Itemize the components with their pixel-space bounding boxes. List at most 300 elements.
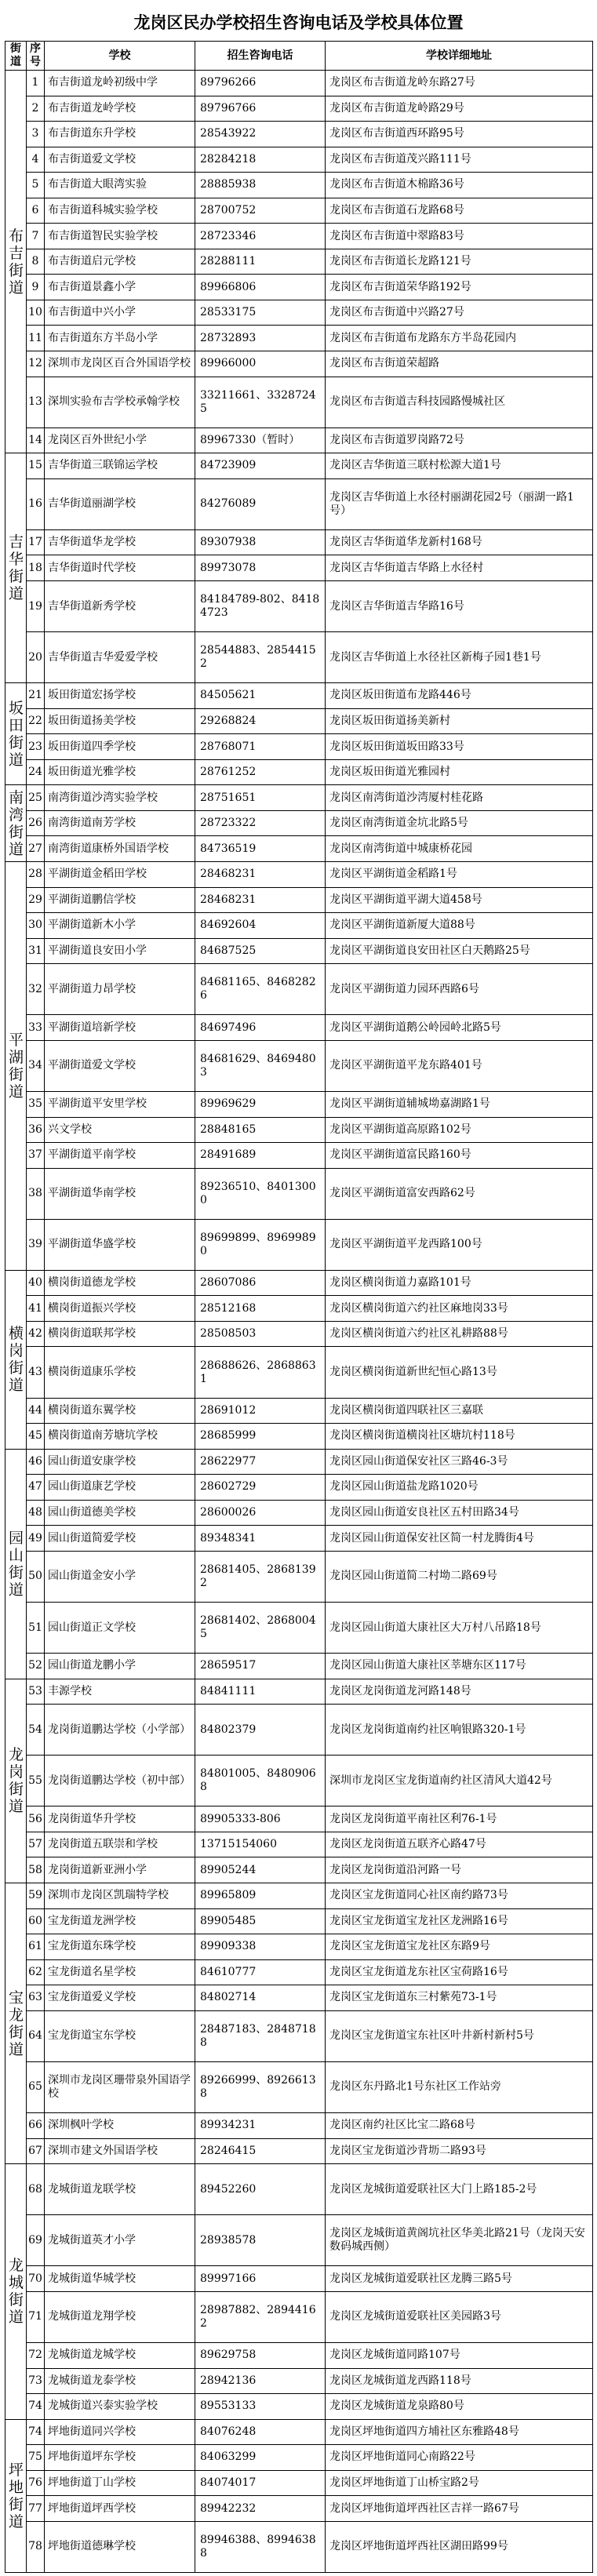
school-name-cell: 园山街道正文学校 xyxy=(45,1602,195,1653)
address-cell: 龙岗区园山街道简二村坳二路69号 xyxy=(326,1551,593,1602)
school-name-cell: 布吉街道东升学校 xyxy=(45,122,195,147)
table-row xyxy=(5,734,593,760)
address-cell: 龙岗区龙城街道龙西路118号 xyxy=(326,2368,593,2394)
phone-cell: 89553133 xyxy=(195,2394,326,2420)
number-cell: 30 xyxy=(27,913,45,939)
school-name-cell: 布吉街道龙岭初级中学 xyxy=(45,71,195,96)
table-row xyxy=(5,224,593,249)
school-name-cell: 深圳枫叶学校 xyxy=(45,2112,195,2138)
address-cell: 龙岗区布吉街道荣华路192号 xyxy=(326,275,593,300)
school-name-cell: 兴文学校 xyxy=(45,1117,195,1143)
school-name-cell: 布吉街道智民实验学校 xyxy=(45,224,195,249)
phone-cell: 84074017 xyxy=(195,2470,326,2496)
address-cell: 龙岗区平湖街道鹅公岭园岭北路5号 xyxy=(326,1015,593,1041)
table-row xyxy=(5,1270,593,1296)
number-cell: 50 xyxy=(27,1551,45,1602)
school-name-cell: 平湖街道力昂学校 xyxy=(45,964,195,1015)
school-name-cell: 平湖街道培新学校 xyxy=(45,1015,195,1041)
school-name-cell: 园山街道安康学校 xyxy=(45,1449,195,1475)
address-cell: 龙岗区布吉街道吉科技园路慢城社区 xyxy=(326,377,593,428)
table-row xyxy=(5,453,593,479)
school-name-cell: 布吉街道启元学校 xyxy=(45,249,195,275)
school-name-cell: 龙岗街道鹏达学校（初中部） xyxy=(45,1756,195,1806)
phone-cell: 28691012 xyxy=(195,1398,326,1424)
school-name-cell: 平湖街道金稻田学校 xyxy=(45,862,195,888)
address-cell: 龙岗区平湖街道平湖大道458号 xyxy=(326,887,593,913)
phone-cell: 28987882、28944162 xyxy=(195,2291,326,2342)
table-body xyxy=(5,71,593,2573)
phone-cell: 89629758 xyxy=(195,2342,326,2368)
table-row xyxy=(5,2061,593,2112)
phone-cell: 28751651 xyxy=(195,785,326,811)
phone-cell: 28607086 xyxy=(195,1270,326,1296)
address-cell: 龙岗区布吉街道布龙路东方半岛花园内 xyxy=(326,326,593,351)
number-cell: 12 xyxy=(27,351,45,377)
table-row xyxy=(5,2164,593,2215)
school-name-cell: 坪地街道德琳学校 xyxy=(45,2521,195,2572)
district-cell: 龙城街道 xyxy=(5,2164,27,2420)
address-cell: 龙岗区坂田街道坂田路33号 xyxy=(326,734,593,760)
district-cell: 南湾街道 xyxy=(5,785,27,862)
number-cell: 19 xyxy=(27,580,45,631)
phone-cell: 89307938 xyxy=(195,529,326,555)
address-cell: 龙岗区南湾街道中城康桥花园 xyxy=(326,836,593,862)
table-row xyxy=(5,147,593,173)
district-cell: 坪地街道 xyxy=(5,2419,27,2572)
address-cell: 龙岗区龙城街道爱联社区美园路3号 xyxy=(326,2291,593,2342)
phone-cell: 28685999 xyxy=(195,1424,326,1450)
number-cell: 20 xyxy=(27,632,45,683)
phone-cell: 28544883、28544152 xyxy=(195,632,326,683)
document-title: 龙岗区民办学校招生咨询电话及学校具体位置 xyxy=(133,13,464,32)
table-row xyxy=(5,1959,593,1985)
address-cell: 龙岗区东丹路北1号东社区工作站旁 xyxy=(326,2061,593,2112)
school-name-cell: 平湖街道平南学校 xyxy=(45,1143,195,1169)
phone-cell: 84681165、84682826 xyxy=(195,964,326,1015)
address-cell: 龙岗区布吉街道长龙路121号 xyxy=(326,249,593,275)
number-cell: 48 xyxy=(27,1500,45,1526)
phone-cell: 89965809 xyxy=(195,1883,326,1909)
address-cell: 龙岗区平湖街道良安田社区白天鹅路25号 xyxy=(326,938,593,964)
address-cell: 龙岗区平湖街道富民路160号 xyxy=(326,1143,593,1169)
phone-cell: 28468231 xyxy=(195,887,326,913)
number-cell: 57 xyxy=(27,1832,45,1857)
number-cell: 73 xyxy=(27,2368,45,2394)
table-row xyxy=(5,683,593,709)
table-row xyxy=(5,836,593,862)
table-row xyxy=(5,1117,593,1143)
table-row xyxy=(5,198,593,224)
district-cell: 布吉街道 xyxy=(5,71,27,453)
phone-cell: 28885938 xyxy=(195,173,326,198)
phone-cell: 89934231 xyxy=(195,2112,326,2138)
table-row xyxy=(5,326,593,351)
school-name-cell: 南湾街道沙湾实验学校 xyxy=(45,785,195,811)
school-name-cell: 平湖街道华盛学校 xyxy=(45,1219,195,1270)
school-name-cell: 平湖街道鹏信学校 xyxy=(45,887,195,913)
school-name-cell: 南湾街道康桥外国语学校 xyxy=(45,836,195,862)
address-cell: 龙岗区龙城街道龙泉路80号 xyxy=(326,2394,593,2420)
school-name-cell: 龙岗街道鹏达学校（小学部） xyxy=(45,1705,195,1756)
table-row xyxy=(5,580,593,631)
table-row xyxy=(5,71,593,96)
address-cell: 龙岗区园山街道安良社区五村田路34号 xyxy=(326,1500,593,1526)
address-cell: 龙岗区南湾街道沙湾厦村桂花路 xyxy=(326,785,593,811)
number-cell: 11 xyxy=(27,326,45,351)
table-row xyxy=(5,938,593,964)
table-row xyxy=(5,887,593,913)
number-cell: 61 xyxy=(27,1934,45,1960)
address-cell: 龙岗区平湖街道辅城坳嘉湖路1号 xyxy=(326,1091,593,1117)
number-cell: 63 xyxy=(27,1985,45,2011)
number-cell: 68 xyxy=(27,2164,45,2215)
header-address: 学校详细地址 xyxy=(326,42,593,71)
address-cell: 龙岗区龙城街道同路107号 xyxy=(326,2342,593,2368)
table-row xyxy=(5,173,593,198)
address-cell: 龙岗区布吉街道中翠路83号 xyxy=(326,224,593,249)
address-cell: 龙岗区吉华街道上水径社区新梅子园1巷1号 xyxy=(326,632,593,683)
phone-cell: 28284218 xyxy=(195,147,326,173)
school-name-cell: 布吉街道龙岭学校 xyxy=(45,96,195,122)
school-name-cell: 龙岗街道五联崇和学校 xyxy=(45,1832,195,1857)
phone-cell: 89266999、89266138 xyxy=(195,2061,326,2112)
school-name-cell: 龙岗区百外世纪小学 xyxy=(45,428,195,453)
school-name-cell: 布吉街道中兴小学 xyxy=(45,300,195,326)
number-cell: 4 xyxy=(27,147,45,173)
table-row xyxy=(5,1705,593,1756)
address-cell: 龙岗区坪地街道丁山桥宝路2号 xyxy=(326,2470,593,2496)
number-cell: 3 xyxy=(27,122,45,147)
school-name-cell: 深圳市建文外国语学校 xyxy=(45,2138,195,2164)
table-row xyxy=(5,1806,593,1832)
school-name-cell: 吉华街道新秀学校 xyxy=(45,580,195,631)
address-cell: 龙岗区园山街道盐龙路1020号 xyxy=(326,1475,593,1501)
table-row xyxy=(5,1015,593,1041)
address-cell: 龙岗区平湖街道平龙西路100号 xyxy=(326,1219,593,1270)
number-cell: 44 xyxy=(27,1398,45,1424)
address-cell: 龙岗区宝龙街道同心社区南约路73号 xyxy=(326,1883,593,1909)
school-name-cell: 吉华街道三联锦运学校 xyxy=(45,453,195,479)
phone-cell: 84687525 xyxy=(195,938,326,964)
school-name-cell: 园山街道德美学校 xyxy=(45,1500,195,1526)
phone-cell: 28688626、28688631 xyxy=(195,1347,326,1398)
address-cell: 龙岗区宝龙街道宝龙社区东路9号 xyxy=(326,1934,593,1960)
school-name-cell: 龙城街道龙翔学校 xyxy=(45,2291,195,2342)
phone-cell: 89796766 xyxy=(195,96,326,122)
phone-cell: 89905485 xyxy=(195,1908,326,1934)
table-row xyxy=(5,1832,593,1857)
phone-cell: 28723346 xyxy=(195,224,326,249)
address-cell: 龙岗区坂田街道光雅园村 xyxy=(326,759,593,785)
school-name-cell: 宝龙街道宝东学校 xyxy=(45,2010,195,2061)
table-row xyxy=(5,1934,593,1960)
number-cell: 22 xyxy=(27,708,45,734)
address-cell: 龙岗区布吉街道荣超路 xyxy=(326,351,593,377)
school-name-cell: 布吉街道爱文学校 xyxy=(45,147,195,173)
phone-cell: 28700752 xyxy=(195,198,326,224)
school-name-cell: 龙城街道华城学校 xyxy=(45,2266,195,2292)
phone-cell: 28761252 xyxy=(195,759,326,785)
school-name-cell: 横岗街道东翼学校 xyxy=(45,1398,195,1424)
table-row xyxy=(5,1756,593,1806)
phone-cell: 89348341 xyxy=(195,1526,326,1552)
number-cell: 25 xyxy=(27,785,45,811)
number-cell: 77 xyxy=(27,2496,45,2522)
number-cell: 10 xyxy=(27,300,45,326)
table-row xyxy=(5,2445,593,2471)
school-name-cell: 宝龙街道名星学校 xyxy=(45,1959,195,1985)
number-cell: 74 xyxy=(27,2394,45,2420)
table-row xyxy=(5,785,593,811)
table-row xyxy=(5,1347,593,1398)
phone-cell: 84063299 xyxy=(195,2445,326,2471)
address-cell: 龙岗区坪地街道同心南路22号 xyxy=(326,2445,593,2471)
number-cell: 45 xyxy=(27,1424,45,1450)
address-cell: 龙岗区布吉街道石龙路68号 xyxy=(326,198,593,224)
number-cell: 40 xyxy=(27,1270,45,1296)
phone-cell: 84184789-802、84184723 xyxy=(195,580,326,631)
address-cell: 龙岗区布吉街道中兴路27号 xyxy=(326,300,593,326)
address-cell: 龙岗区吉华街道吉华路上水径村 xyxy=(326,555,593,581)
number-cell: 1 xyxy=(27,71,45,96)
district-cell: 园山街道 xyxy=(5,1449,27,1679)
school-name-cell: 吉华街道华龙学校 xyxy=(45,529,195,555)
table-row xyxy=(5,300,593,326)
phone-cell: 84802379 xyxy=(195,1705,326,1756)
table-row xyxy=(5,351,593,377)
table-row xyxy=(5,1040,593,1091)
table-row xyxy=(5,1449,593,1475)
number-cell: 49 xyxy=(27,1526,45,1552)
phone-cell: 84076248 xyxy=(195,2419,326,2445)
number-cell: 64 xyxy=(27,2010,45,2061)
address-cell: 龙岗区吉华街道华龙新村168号 xyxy=(326,529,593,555)
address-cell: 龙岗区布吉街道西环路95号 xyxy=(326,122,593,147)
district-cell: 龙岗街道 xyxy=(5,1679,27,1883)
phone-cell: 28533175 xyxy=(195,300,326,326)
table-row xyxy=(5,1883,593,1909)
address-cell: 龙岗区平湖街道金稻路1号 xyxy=(326,862,593,888)
table-row xyxy=(5,2112,593,2138)
phone-cell: 89946388、89946388 xyxy=(195,2521,326,2572)
address-cell: 龙岗区龙岗街道平南社区利76-1号 xyxy=(326,1806,593,1832)
number-cell: 58 xyxy=(27,1857,45,1883)
school-name-cell: 深圳市龙岗区珊带泉外国语学校 xyxy=(45,2061,195,2112)
school-name-cell: 吉华街道时代学校 xyxy=(45,555,195,581)
number-cell: 16 xyxy=(27,478,45,529)
number-cell: 29 xyxy=(27,887,45,913)
phone-cell: 89905333-806 xyxy=(195,1806,326,1832)
table-row xyxy=(5,1857,593,1883)
table-row xyxy=(5,96,593,122)
number-cell: 2 xyxy=(27,96,45,122)
phone-cell: 84681629、84694803 xyxy=(195,1040,326,1091)
address-cell: 龙岗区坪地街道坪西社区湖田路99号 xyxy=(326,2521,593,2572)
phone-cell: 89452260 xyxy=(195,2164,326,2215)
phone-cell: 13715154060 xyxy=(195,1832,326,1857)
table-row xyxy=(5,2394,593,2420)
number-cell: 70 xyxy=(27,2266,45,2292)
table-row xyxy=(5,1654,593,1679)
address-cell: 龙岗区横岗街道六约社区礼耕路88号 xyxy=(326,1321,593,1347)
address-cell: 龙岗区宝龙街道东三村紫苑73-1号 xyxy=(326,1985,593,2011)
address-cell: 龙岗区宝龙街道龙东社区宝荷路16号 xyxy=(326,1959,593,1985)
table-row xyxy=(5,1424,593,1450)
number-cell: 76 xyxy=(27,2470,45,2496)
number-cell: 17 xyxy=(27,529,45,555)
school-name-cell: 龙城街道兴泰实验学校 xyxy=(45,2394,195,2420)
school-name-cell: 龙城街道龙联学校 xyxy=(45,2164,195,2215)
phone-cell: 89997166 xyxy=(195,2266,326,2292)
address-cell: 龙岗区平湖街道新厦大道88号 xyxy=(326,913,593,939)
address-cell: 龙岗区平湖街道力园环西路6号 xyxy=(326,964,593,1015)
phone-cell: 89699899、89699890 xyxy=(195,1219,326,1270)
table-row xyxy=(5,2368,593,2394)
table-row xyxy=(5,122,593,147)
table-row xyxy=(5,1219,593,1270)
school-name-cell: 宝龙街道东珠学校 xyxy=(45,1934,195,1960)
address-cell: 龙岗区南约社区比宝二路68号 xyxy=(326,2112,593,2138)
school-name-cell: 龙岗街道新亚洲小学 xyxy=(45,1857,195,1883)
phone-cell: 28681402、28680045 xyxy=(195,1602,326,1653)
district-cell: 横岗街道 xyxy=(5,1270,27,1449)
phone-cell: 84841111 xyxy=(195,1679,326,1705)
school-name-cell: 园山街道金安小学 xyxy=(45,1551,195,1602)
number-cell: 60 xyxy=(27,1908,45,1934)
address-cell: 龙岗区横岗街道横岗社区塘坑村118号 xyxy=(326,1424,593,1450)
address-cell: 龙岗区坂田街道扬美新村 xyxy=(326,708,593,734)
address-cell: 龙岗区吉华街道上水径村丽湖花园2号（丽湖一路1号） xyxy=(326,478,593,529)
table-row xyxy=(5,2266,593,2292)
school-name-cell: 布吉街道科城实验学校 xyxy=(45,198,195,224)
school-name-cell: 丰源学校 xyxy=(45,1679,195,1705)
table-row xyxy=(5,1500,593,1526)
table-row xyxy=(5,2010,593,2061)
address-cell: 龙岗区布吉街道茂兴路111号 xyxy=(326,147,593,173)
table-row xyxy=(5,428,593,453)
address-cell: 龙岗区坪地街道四方埔社区东雅路48号 xyxy=(326,2419,593,2445)
header-phone: 招生咨询电话 xyxy=(195,42,326,71)
school-name-cell: 吉华街道丽湖学校 xyxy=(45,478,195,529)
number-cell: 15 xyxy=(27,453,45,479)
school-name-cell: 坂田街道扬美学校 xyxy=(45,708,195,734)
district-cell: 吉华街道 xyxy=(5,453,27,683)
table-row xyxy=(5,632,593,683)
table-row xyxy=(5,1679,593,1705)
address-cell: 深圳市龙岗区宝龙街道南约社区清风大道42号 xyxy=(326,1756,593,1806)
phone-cell: 28732893 xyxy=(195,326,326,351)
school-name-cell: 坂田街道四季学校 xyxy=(45,734,195,760)
table-row xyxy=(5,2215,593,2266)
table-row xyxy=(5,1551,593,1602)
address-cell: 龙岗区园山街道大康社区莘塘东区117号 xyxy=(326,1654,593,1679)
table-row xyxy=(5,1321,593,1347)
number-cell: 31 xyxy=(27,938,45,964)
number-cell: 55 xyxy=(27,1756,45,1806)
table-row xyxy=(5,1168,593,1219)
table-row xyxy=(5,708,593,734)
phone-cell: 84736519 xyxy=(195,836,326,862)
school-name-cell: 平湖街道华南学校 xyxy=(45,1168,195,1219)
phone-cell: 84276089 xyxy=(195,478,326,529)
number-cell: 51 xyxy=(27,1602,45,1653)
address-cell: 龙岗区横岗街道六约社区麻地岗33号 xyxy=(326,1296,593,1322)
number-cell: 13 xyxy=(27,377,45,428)
phone-cell: 84692604 xyxy=(195,913,326,939)
phone-cell: 29268824 xyxy=(195,708,326,734)
table-row xyxy=(5,275,593,300)
school-name-cell: 吉华街道吉华爱爱学校 xyxy=(45,632,195,683)
phone-cell: 89973078 xyxy=(195,555,326,581)
address-cell: 龙岗区龙岗街道沿河路一号 xyxy=(326,1857,593,1883)
number-cell: 38 xyxy=(27,1168,45,1219)
number-cell: 62 xyxy=(27,1959,45,1985)
table-row xyxy=(5,1985,593,2011)
school-name-cell: 园山街道简爱学校 xyxy=(45,1526,195,1552)
table-row xyxy=(5,2138,593,2164)
school-name-cell: 横岗街道联邦学校 xyxy=(45,1321,195,1347)
phone-cell: 28600026 xyxy=(195,1500,326,1526)
number-cell: 47 xyxy=(27,1475,45,1501)
address-cell: 龙岗区龙城街道爱联社区龙腾三路5号 xyxy=(326,2266,593,2292)
address-cell: 龙岗区龙城街道黄阁坑社区华美北路21号（龙岗天安数码城西侧） xyxy=(326,2215,593,2266)
phone-cell: 84697496 xyxy=(195,1015,326,1041)
number-cell: 32 xyxy=(27,964,45,1015)
table-row xyxy=(5,529,593,555)
school-name-cell: 平湖街道平安里学校 xyxy=(45,1091,195,1117)
phone-cell: 84505621 xyxy=(195,683,326,709)
phone-cell: 28942136 xyxy=(195,2368,326,2394)
number-cell: 67 xyxy=(27,2138,45,2164)
address-cell: 龙岗区龙岗街道龙河路148号 xyxy=(326,1679,593,1705)
school-name-cell: 坪地街道坪东学校 xyxy=(45,2445,195,2471)
school-name-cell: 平湖街道良安田小学 xyxy=(45,938,195,964)
school-name-cell: 深圳市龙岗区百合外国语学校 xyxy=(45,351,195,377)
address-cell: 龙岗区南湾街道金坑北路5号 xyxy=(326,810,593,836)
table-row xyxy=(5,1091,593,1117)
number-cell: 33 xyxy=(27,1015,45,1041)
phone-cell: 28508503 xyxy=(195,1321,326,1347)
phone-cell: 33211661、33287245 xyxy=(195,377,326,428)
school-name-cell: 横岗街道德龙学校 xyxy=(45,1270,195,1296)
school-name-cell: 坪地街道同兴学校 xyxy=(45,2419,195,2445)
district-cell: 坂田街道 xyxy=(5,683,27,785)
phone-cell: 28848165 xyxy=(195,1117,326,1143)
phone-cell: 84802714 xyxy=(195,1985,326,2011)
table-row xyxy=(5,2291,593,2342)
address-cell: 龙岗区坪地街道坪西社区吉祥一路67号 xyxy=(326,2496,593,2522)
number-cell: 46 xyxy=(27,1449,45,1475)
school-name-cell: 宝龙街道爱义学校 xyxy=(45,1985,195,2011)
number-cell: 5 xyxy=(27,173,45,198)
number-cell: 21 xyxy=(27,683,45,709)
table-row xyxy=(5,377,593,428)
number-cell: 71 xyxy=(27,2291,45,2342)
phone-cell: 28512168 xyxy=(195,1296,326,1322)
number-cell: 34 xyxy=(27,1040,45,1091)
table-row xyxy=(5,1296,593,1322)
number-cell: 54 xyxy=(27,1705,45,1756)
table-row xyxy=(5,2470,593,2496)
table-row xyxy=(5,964,593,1015)
school-name-cell: 宝龙街道龙洲学校 xyxy=(45,1908,195,1934)
district-cell: 平湖街道 xyxy=(5,862,27,1271)
address-cell: 龙岗区布吉街道罗岗路72号 xyxy=(326,428,593,453)
number-cell: 74 xyxy=(27,2419,45,2445)
school-name-cell: 龙城街道龙泰学校 xyxy=(45,2368,195,2394)
number-cell: 66 xyxy=(27,2112,45,2138)
number-cell: 52 xyxy=(27,1654,45,1679)
